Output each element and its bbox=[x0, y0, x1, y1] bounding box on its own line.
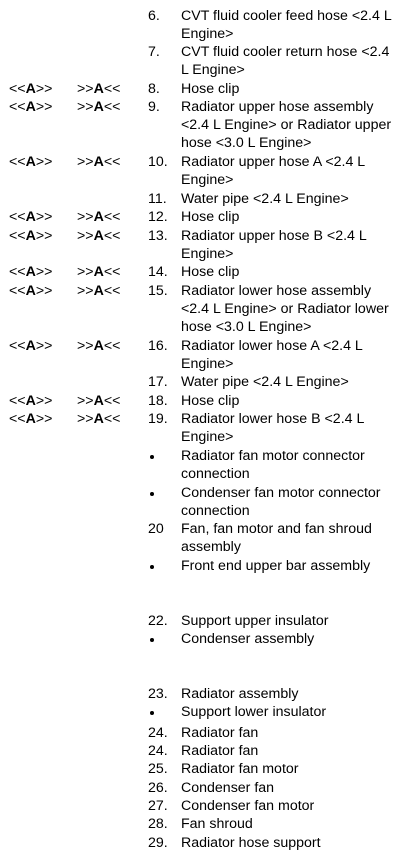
right-marker: >>A<< bbox=[77, 228, 121, 244]
bullet-icon bbox=[147, 447, 157, 465]
item-text: Water pipe <2.4 L Engine> bbox=[181, 374, 349, 390]
item-number: 18. bbox=[148, 393, 168, 409]
item-number: 24. bbox=[148, 743, 168, 759]
item-text: Radiator upper hose A <2.4 L Engine> bbox=[181, 154, 366, 189]
item-text: Hose clip bbox=[181, 393, 240, 409]
item-number: 28. bbox=[148, 816, 168, 832]
right-marker: >>A<< bbox=[77, 81, 121, 97]
right-marker: >>A<< bbox=[77, 209, 121, 225]
item-text: Radiator lower hose A <2.4 L Engine> bbox=[181, 338, 363, 373]
item-text: Condenser fan motor bbox=[181, 798, 315, 814]
item-number: 8. bbox=[148, 81, 160, 97]
item-text: CVT fluid cooler return hose <2.4 L Engine> bbox=[181, 44, 390, 79]
bullet-icon bbox=[147, 557, 157, 575]
item-text: CVT fluid cooler feed hose <2.4 L Engine> bbox=[181, 8, 392, 43]
left-marker: <<A>> bbox=[9, 393, 53, 409]
bullet-icon bbox=[147, 703, 157, 721]
left-marker: <<A>> bbox=[9, 283, 53, 299]
item-number: 16. bbox=[148, 338, 168, 354]
left-marker: <<A>> bbox=[9, 81, 53, 97]
item-number: 6. bbox=[148, 8, 160, 24]
item-text: Condenser assembly bbox=[181, 631, 315, 647]
item-text: Hose clip bbox=[181, 81, 240, 97]
item-number: 19. bbox=[148, 411, 168, 427]
right-marker: >>A<< bbox=[77, 411, 121, 427]
item-number: 22. bbox=[148, 613, 168, 629]
bullet-icon bbox=[147, 630, 157, 648]
item-text: Fan, fan motor and fan shroud assembly bbox=[181, 521, 372, 556]
right-marker: >>A<< bbox=[77, 264, 121, 280]
item-text: Condenser fan motor connector connection bbox=[181, 485, 381, 520]
right-marker: >>A<< bbox=[77, 99, 121, 115]
item-text: Radiator fan bbox=[181, 725, 259, 741]
item-number: 25. bbox=[148, 761, 168, 777]
item-text: Radiator lower hose assembly <2.4 L Engine> or Radiator lower hose <3.0 L Engine> bbox=[181, 283, 389, 336]
item-number: 15. bbox=[148, 283, 168, 299]
item-number: 14. bbox=[148, 264, 168, 280]
item-number: 29. bbox=[148, 835, 168, 851]
item-text: Hose clip bbox=[181, 209, 240, 225]
item-number: 24. bbox=[148, 725, 168, 741]
item-text: Condenser fan bbox=[181, 780, 275, 796]
item-text: Radiator hose support bbox=[181, 835, 321, 851]
right-marker: >>A<< bbox=[77, 154, 121, 170]
item-text: Support lower insulator bbox=[181, 704, 327, 720]
item-text: Front end upper bar assembly bbox=[181, 558, 371, 574]
bullet-icon bbox=[147, 484, 157, 502]
item-number: 7. bbox=[148, 44, 160, 60]
left-marker: <<A>> bbox=[9, 209, 53, 225]
left-marker: <<A>> bbox=[9, 228, 53, 244]
item-text: Radiator fan motor connector connection bbox=[181, 448, 365, 483]
left-marker: <<A>> bbox=[9, 338, 53, 354]
right-marker: >>A<< bbox=[77, 283, 121, 299]
item-number: 13. bbox=[148, 228, 168, 244]
item-number: 12. bbox=[148, 209, 168, 225]
left-marker: <<A>> bbox=[9, 99, 53, 115]
item-text: Radiator assembly bbox=[181, 686, 299, 702]
left-marker: <<A>> bbox=[9, 411, 53, 427]
item-number: 11. bbox=[148, 191, 167, 207]
item-number: 20 bbox=[148, 521, 164, 537]
item-number: 9. bbox=[148, 99, 160, 115]
item-text: Radiator fan bbox=[181, 743, 259, 759]
left-marker: <<A>> bbox=[9, 264, 53, 280]
item-text: Radiator upper hose B <2.4 L Engine> bbox=[181, 228, 367, 263]
right-marker: >>A<< bbox=[77, 393, 121, 409]
item-text: Radiator upper hose assembly <2.4 L Engine> or Radiator upper hose <3.0 L Engine> bbox=[181, 99, 392, 152]
item-text: Radiator lower hose B <2.4 L Engine> bbox=[181, 411, 365, 446]
item-text: Support upper insulator bbox=[181, 613, 329, 629]
item-text: Hose clip bbox=[181, 264, 240, 280]
item-text: Fan shroud bbox=[181, 816, 253, 832]
item-number: 27. bbox=[148, 798, 168, 814]
right-marker: >>A<< bbox=[77, 338, 121, 354]
item-text: Water pipe <2.4 L Engine> bbox=[181, 191, 349, 207]
left-marker: <<A>> bbox=[9, 154, 53, 170]
item-number: 26. bbox=[148, 780, 168, 796]
item-number: 23. bbox=[148, 686, 168, 702]
item-number: 17. bbox=[148, 374, 168, 390]
item-number: 10. bbox=[148, 154, 168, 170]
item-text: Radiator fan motor bbox=[181, 761, 299, 777]
